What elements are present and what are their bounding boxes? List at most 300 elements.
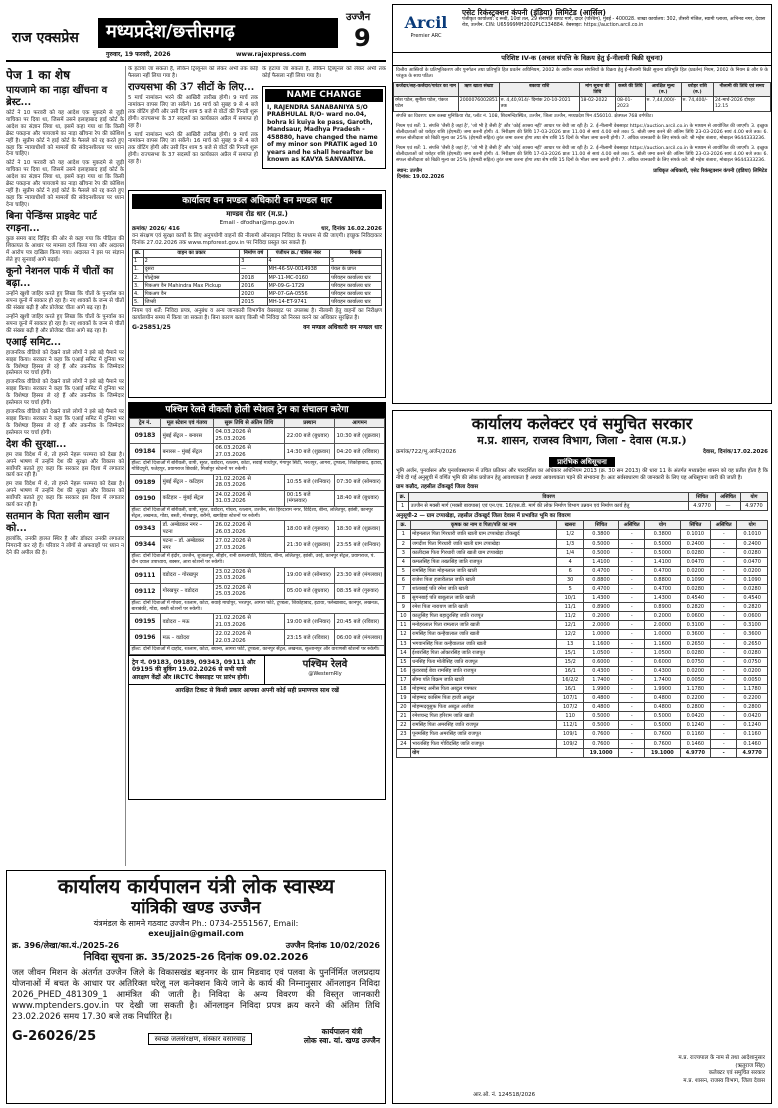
- table-row: [397, 675, 768, 684]
- table-cell: -: [711, 712, 737, 721]
- train-row: [130, 537, 385, 553]
- table-cell: 0.5000: [645, 539, 680, 548]
- table-cell: सीमा पति विक्रम जाति खाती: [410, 675, 557, 684]
- column-header: असिंचित: [716, 492, 741, 501]
- phed-subheading: यांत्रिकी खण्ड उज्जैन: [131, 898, 261, 919]
- table-cell: -: [711, 557, 737, 566]
- schedule-1-label: ग्राम कन्नौद, तहसील टोंकखुर्द जिला देवास: [396, 483, 479, 490]
- table-cell: 1.1600: [645, 639, 680, 648]
- table-cell: -: [711, 603, 737, 612]
- table-cell: 0.8900: [583, 603, 618, 612]
- train-route: बनारस – मुंबई सेंट्रल: [161, 444, 214, 460]
- table-cell: -: [619, 730, 645, 739]
- table-cell: -: [619, 557, 645, 566]
- column-header: मांग सूचना की तिथि: [579, 83, 616, 97]
- table-cell: परिवहन कार्यालय धार: [330, 282, 382, 290]
- table-cell: -: [619, 575, 645, 584]
- column-header: योग: [645, 521, 680, 530]
- train-departure: 19:00 बजे (सोमवार): [285, 567, 335, 583]
- table-cell: 1.1780: [737, 685, 768, 694]
- table-cell: 0.2000: [583, 612, 618, 621]
- train-row: [130, 614, 385, 630]
- table-cell: 15: [397, 657, 411, 666]
- column-header: प्रस्थान: [285, 418, 335, 427]
- train-arrival: 06:00 बजे (मंगलवार): [335, 630, 385, 646]
- train-departure: 18:00 बजे (गुरुवार): [285, 521, 335, 537]
- table-row: [397, 657, 768, 666]
- train-arrival: 23:30 बजे (मंगलवार): [335, 567, 385, 583]
- table-cell: -: [619, 739, 645, 748]
- table-cell: 1.4100: [645, 557, 680, 566]
- table-cell: 0.1010: [680, 530, 711, 539]
- table-cell: 13: [397, 639, 411, 648]
- table-cell: -: [619, 612, 645, 621]
- column-header: ट्रेन नं.: [130, 418, 161, 427]
- table-cell: MP-07-GA-0556: [267, 290, 330, 298]
- table-cell: 12/2: [557, 630, 583, 639]
- train-row: [130, 428, 385, 444]
- collector-signature: म.प्र. राज्यपाल के नाम से तथा आदेशानुसार (ऋतुराज सिंह) कलेक्टर एवं समुचित सरकार म.प्र. शासन, राजस्व विभाग, जिला देवास: [678, 1055, 765, 1084]
- train-row: [130, 490, 385, 506]
- table-cell: पेयल के प्राप्त: [330, 265, 382, 273]
- table-cell: 0.0470: [737, 557, 768, 566]
- arcil-address: पंजीकृत कार्यालय: द रूबी, 10वां तल, 29 सेनापति बापट मार्ग, दादर (पश्चिम), मुंबई - 400028. शाखा कार्यालय: 302, तीसरी मंजिल, स्वामी प्लाजा, अभिनव नगर, देवास रोड, उज्जैन. CIN: U65999MH2002PLC134884. वेबसाइट: https://auction.arcil.co.in: [462, 17, 766, 29]
- table-cell: -: [619, 548, 645, 557]
- land-acquisition-notice: [392, 410, 772, 1104]
- column-header: खसरा: [557, 521, 583, 530]
- train-route: वडोदरा – मऊ: [161, 614, 214, 630]
- table-cell: -: [619, 657, 645, 666]
- table-cell: 5: [557, 584, 583, 593]
- column-header: ऋण खाता संख्या: [458, 83, 499, 97]
- arcil-place: स्थान: उज्जैन: [397, 168, 422, 175]
- table-row: [397, 575, 768, 584]
- train-departure: 05:00 बजे (बुधवार): [285, 583, 335, 599]
- table-cell: 0.4700: [645, 584, 680, 593]
- collector-date: देवास, दिनांक/17.02.2026: [703, 448, 768, 455]
- story-text: उन्होंने खुशी जाहिर करते हुए लिखा कि चीतों के पुनर्वास का सपना कूनो में साकार हो रहा है। नए शावकों के जन्म से चीतों की संख्या बढ़ी है और प्रोजेक्ट चीता आगे बढ़ रहा है।: [6, 291, 124, 311]
- column-header: सिंचित: [680, 521, 711, 530]
- total-cell: [557, 748, 583, 757]
- train-number: 09111: [130, 567, 161, 583]
- train-halts: [130, 599, 385, 614]
- table-cell: भगवानसिंह पिता कन्हैयालाल जाति खाती: [410, 639, 557, 648]
- story-headline: कूनो नेशनल पार्क में चीतों का बढ़ा...: [6, 265, 114, 289]
- train-halts: [130, 506, 385, 521]
- column-header: क्र.: [397, 492, 409, 501]
- table-cell: 11/1: [557, 603, 583, 612]
- table-cell: -: [619, 712, 645, 721]
- train-row: [130, 521, 385, 537]
- train-arrival: 18:30 बजे (शुक्रवार): [335, 521, 385, 537]
- train-route: मुंबई सेंट्रल – बनारस: [161, 428, 214, 444]
- website: www.rajexpress.com: [236, 51, 307, 58]
- table-cell: 2016: [240, 282, 267, 290]
- table-cell: -: [619, 666, 645, 675]
- train-heading: पश्चिम रेलवे वीकली होली स्पेशल ट्रेन का संचालन करेगा: [129, 403, 385, 418]
- table-cell: 0.4800: [583, 694, 618, 703]
- story-text: उन्होंने खुशी जाहिर करते हुए लिखा कि चीतों के पुनर्वास का सपना कूनो में साकार हो रहा है। नए शावकों के जन्म से चीतों की संख्या बढ़ी है और प्रोजेक्ट चीता आगे बढ़ रहा है।: [6, 313, 124, 334]
- table-row: [397, 703, 768, 712]
- table-row: [133, 274, 382, 282]
- table-cell: मोहम्मद अनीस पिता अब्दुल गफ्फार: [410, 685, 557, 694]
- story-text: हाजनरिक वीडियो को देखने वाले लोगों ने इसे बड़े पैमाने पर साझा किया। सरकार ने कहा कि एआई समिट में दुनिया भर के विशेषज्ञ हिस्सा ले रहे हैं और तकनीक के जिम्मेदार इस्तेमाल पर चर्चा होगी।: [6, 349, 124, 377]
- schedule-2-table: [396, 520, 768, 757]
- column-header: असिंचित: [711, 521, 737, 530]
- table-cell: -: [619, 530, 645, 539]
- train-number: 09183: [130, 428, 161, 444]
- table-cell: MP-09-G-1729: [267, 282, 330, 290]
- table-cell: -: [619, 685, 645, 694]
- arcil-title: परिशिष्ट IV-क (अचल संपत्ति के विक्रय हेतु ई-नीलामी बिक्री सूचना): [393, 53, 771, 66]
- table-cell: 0.4700: [583, 584, 618, 593]
- story-text: के हटाया जा सकता है, लेकिन ट्रिब्यूनल को लेकर अभी तक कोई फैसला नहीं लिया गया है।: [128, 66, 258, 79]
- train-route: डॉ. अम्बेडकर नगर – पटना: [161, 521, 214, 537]
- halt-stations: हॉल्ट: दोनों दिशाओं में इंदौर, उज्जैन, शुजालपुर, सीहोर, रानी कमलापति, विदिशा, बीना, ललितपुर, झांसी, उरई, कानपुर सेंट्रल, प्रयागराज, पं. दीन दयाल उपाध्याय, बक्सर, आरा स्टेशनों पर रुकेगी।: [130, 553, 385, 568]
- booking-info: ट्रेन नं. 09183, 09189, 09343, 09111 और 09195 की बुकिंग 19.02.2026 से सभी यात्री आरक्षण केंद्रों और IRCTC वेबसाइट पर प्रारंभ होगी।: [129, 656, 265, 684]
- table-cell: 2: [397, 539, 411, 548]
- column-header: असिंचित: [619, 521, 645, 530]
- issue-date: गुरुवार, 19 फरवरी, 2026: [106, 51, 171, 58]
- news-column-left: [6, 66, 124, 866]
- table-cell: 0.1460: [737, 739, 768, 748]
- table-cell: 2018: [240, 274, 267, 282]
- table-cell: रामसिंह पिता अमरसिंह जाति राजपूत: [410, 721, 557, 730]
- table-row: [397, 548, 768, 557]
- table-cell: 0.1090: [737, 575, 768, 584]
- table-row: [397, 501, 768, 510]
- arcil-sign: प्राधिकृत अधिकारी, एसेट रिकंस्ट्रक्शन कंपनी (इंडिया) लिमिटेड: [653, 168, 767, 175]
- table-cell: -: [711, 548, 737, 557]
- phed-slogan: स्वच्छ जलसंरक्षण, संस्कार वसारवाह: [148, 1033, 253, 1046]
- collector-intro: भूमि अर्जन, पुनर्वासन और पुनर्व्यवस्थापन में उचित प्रतिकर और पारदर्शिता का अधिकार अधिनियम 2013 (क्र. 30 सन 2013) की धारा 11 के अंतर्गत मध्यप्रदेश शासन को यह प्रतीत होता है कि नीचे दी गई अनुसूची में वर्णित भूमि की लोक प्रयोजन हेतु आवश्यकता है अथवा आवश्यकता पड़ने की संभावना है। अतः सर्वसाधारण की जानकारी के लिए यह अधिसूचना जारी की जाती है।: [396, 468, 768, 482]
- table-cell: 16/1: [557, 685, 583, 694]
- table-cell: 4.: [133, 290, 144, 298]
- table-cell: रु. 7,44,000/-: [645, 97, 681, 111]
- story-text: के हटाया जा सकता है, लेकिन ट्रिब्यूनल को लेकर अभी तक कोई फैसला नहीं लिया गया है।: [262, 66, 386, 79]
- tender-title: निविदा सूचना क्र. 35/2025-26 दिनांक 09.02.2026: [83, 952, 309, 964]
- halt-stations: हॉल्ट: दोनों दिशाओं में बोरीवली, वापी, सूरत, वडोदरा, रतलाम, कोटा, सवाई माधोपुर, गंगापुर सिटी, भरतपुर, आगरा, टूण्डला, शिकोहाबाद, इटावा, गोविंदपुरी, फतेहपुर, प्रयागराज छिवकी, मिर्जापुर स्टेशनों पर रुकेगी।: [130, 460, 385, 475]
- table-cell: रामसिंह पिता मोहनलाल जाति खाती: [410, 566, 557, 575]
- train-dates: 22.02.2026 से 22.03.2026: [213, 630, 284, 646]
- table-cell: पूनमसिंह पिता अमरसिंह जाति राजपूत: [410, 730, 557, 739]
- table-cell: -: [619, 721, 645, 730]
- table-cell: 1.7400: [645, 675, 680, 684]
- table-cell: -: [711, 666, 737, 675]
- table-cell: रमेश पिता नारायण जाति खाती: [410, 603, 557, 612]
- table-cell: 18: [397, 685, 411, 694]
- table-row: [397, 566, 768, 575]
- halt-stations: हॉल्ट: दोनों दिशाओं में गोधरा, रतलाम, कोटा, सवाई माधोपुर, भरतपुर, आगरा फोर्ट, टूण्डला, शिकोहाबाद, इटावा, फर्रुखाबाद, कानपुर, लखनऊ, बाराबंकी, गोंडा, बस्ती स्टेशनों पर रुकेगी।: [130, 599, 385, 614]
- total-cell: 4.9770: [680, 748, 711, 757]
- train-halts: [130, 646, 385, 655]
- table-cell: परिवहन कार्यालय धार: [330, 290, 382, 298]
- table-cell: 0.4300: [645, 666, 680, 675]
- edition-city: उज्जैन: [346, 12, 371, 23]
- collector-ref: क्रमांक/722/भू.अर्जन/2026: [396, 448, 457, 455]
- arcil-company: एसेट रिकंस्ट्रक्शन कंपनी (इंडिया) लिमिटेड (आर्सिल): [462, 8, 606, 17]
- train-number: 09190: [130, 490, 161, 506]
- table-row: [133, 282, 382, 290]
- train-dates: 24.02.2026 से 31.03.2026: [213, 490, 284, 506]
- name-change-ad: [262, 86, 386, 169]
- phed-sign-office: लोक स्वा. यां. खण्ड उज्जैन: [303, 1035, 380, 1045]
- story-text: 5 मार्च नामांकन भरने की आखिरी तारीख होगी। 9 मार्च तक नामांकन वापस लिए जा सकेंगे। 16 मार्च को सुबह 9 से 4 बजे तक वोटिंग होगी और उसी दिन शाम 5 बजे से वोटों की गिनती शुरू होगी। राज्यसभा के 37 सदस्यों का कार्यकाल अप्रैल में समाप्त हो रहा है।: [128, 95, 258, 129]
- table-cell: पिकअप वैन: [143, 290, 240, 298]
- total-cell: -: [619, 748, 645, 757]
- table-row: [133, 257, 382, 265]
- table-cell: 1.4100: [583, 557, 618, 566]
- table-cell: -: [619, 584, 645, 593]
- table-cell: 2.: [133, 274, 144, 282]
- story-headline: सतमान के पिता सलीम खान को...: [6, 511, 110, 535]
- table-cell: 109/1: [557, 730, 583, 739]
- table-cell: 1.7400: [583, 675, 618, 684]
- table-cell: 0.2650: [680, 639, 711, 648]
- table-cell: दूसरा: [143, 265, 240, 273]
- table-row: [397, 603, 768, 612]
- table-cell: 0.0050: [737, 675, 768, 684]
- table-cell: -: [619, 594, 645, 603]
- table-row: [133, 298, 382, 306]
- table-cell: -: [711, 594, 737, 603]
- table-cell: 0.5000: [645, 548, 680, 557]
- table-cell: 109/2: [557, 739, 583, 748]
- table-cell: -: [711, 721, 737, 730]
- arcil-date: दिनांक: 19.02.2026: [397, 174, 445, 181]
- table-cell: 30: [557, 575, 583, 584]
- table-cell: 1: [397, 501, 409, 510]
- table-cell: -: [711, 694, 737, 703]
- table-cell: 6: [397, 575, 411, 584]
- halt-stations: हॉल्ट: दोनों दिशाओं में दाहोद, रतलाम, कोटा, बयाना, आगरा फोर्ट, टूण्डला, कानपुर सेंट्रल, लखनऊ, सुल्तानपुर और वाराणसी स्टेशनों पर रुकेगी।: [130, 646, 385, 655]
- table-cell: 1.1780: [680, 685, 711, 694]
- story-text: कोर्ट ने 10 फरवरी को यह आदेश एक मुकदमे से जुड़ी याचिका पर दिया था, जिसमें उसने इलाहाबाद हाई कोर्ट के आदेश का संज्ञान लिया था, इसमें कहा गया था कि किसी ब्रेस्ट पकड़ना और पायजामे का नाड़ा खींचना रेप की कोशिश नहीं है। सुप्रीम कोर्ट ने हाई कोर्ट के फैसले को रद्द करते हुए कहा कि न्यायाधीशों को मामलों की संवेदनशीलता पर ध्यान देना चाहिए।: [6, 160, 124, 208]
- table-cell: 0.7600: [583, 739, 618, 748]
- table-cell: MP-11-MC-0160: [267, 274, 330, 282]
- table-cell: 0.0200: [737, 566, 768, 575]
- train-dates: 26.02.2026 से 26.03.2026: [213, 521, 284, 537]
- table-cell: 23: [397, 730, 411, 739]
- table-row: [397, 648, 768, 657]
- story-text: कोर्ट ने 10 फरवरी को यह आदेश एक मुकदमे से जुड़ी याचिका पर दिया था, जिसमें उसने इलाहाबाद हाई कोर्ट के आदेश का संज्ञान लिया था, इसमें कहा गया था कि किसी ब्रेस्ट पकड़ना और पायजामे का नाड़ा खींचना रेप की कोशिश नहीं है। सुप्रीम कोर्ट ने हाई कोर्ट के फैसले को रद्द करते हुए कहा कि न्यायाधीशों को मामलों की संवेदनशीलता पर ध्यान देना चाहिए।: [6, 110, 124, 158]
- table-cell: 18-02-2022: [579, 97, 616, 111]
- table-cell: 0.0280: [680, 584, 711, 593]
- table-row: [397, 730, 768, 739]
- notice-gno: G-25851/25: [132, 324, 171, 332]
- table-row: [133, 290, 382, 298]
- notice-heading: कार्यालय वन मण्डल अधिकारी वन मण्डल धार: [132, 194, 382, 209]
- table-cell: 0.3100: [737, 621, 768, 630]
- table-cell: 4.9770: [689, 501, 716, 510]
- table-cell: —: [716, 501, 741, 510]
- table-cell: 6: [557, 566, 583, 575]
- edition-title: मध्यप्रदेश/छत्तीसगढ़: [98, 18, 338, 48]
- table-cell: 0.0200: [737, 666, 768, 675]
- table-cell: राजेश पिता हजारीलाल जाति खाती: [410, 575, 557, 584]
- table-row: [397, 530, 768, 539]
- phed-heading: कार्यालय कार्यपालन यंत्री लोक स्वास्थ्य: [57, 874, 335, 898]
- table-cell: 0.0200: [680, 566, 711, 575]
- table-cell: 15/1: [557, 648, 583, 657]
- phed-email: exeujjain@gmail.com: [148, 928, 244, 938]
- table-cell: 11: [397, 621, 411, 630]
- table-cell: 0.6000: [583, 657, 618, 666]
- table-cell: 0.3800: [583, 530, 618, 539]
- table-cell: धनसिंह पिता मोतीसिंह जाति राजपूत: [410, 657, 557, 666]
- table-row: [397, 721, 768, 730]
- table-row: [397, 639, 768, 648]
- column-header: कब्जे की तिथि: [616, 83, 646, 97]
- table-cell: 107/1: [557, 694, 583, 703]
- collector-subheading: म.प्र. शासन, राजस्व विभाग, जिला - देवास (म.प्र.): [477, 433, 687, 447]
- forest-auction-notice: [128, 190, 386, 398]
- table-cell: 3.: [133, 282, 144, 290]
- train-route: वडोदरा – गोरखपुर: [161, 567, 214, 583]
- table-cell: 1: [133, 257, 144, 265]
- arcil-intro: वित्तीय आस्तियों के प्रतिभूतिकरण और पुनर्गठन तथा प्रतिभूति हित प्रवर्तन अधिनियम, 2002 के अधीन अचल संपत्तियों के विक्रय हेतु ई-नीलामी बिक्री सूचना प्रतिभूति हित (प्रवर्तन) नियम, 2002 के नियम 8 और 9 के परंतुक के साथ पठित।: [396, 67, 768, 80]
- table-cell: -: [711, 621, 737, 630]
- column-header: सुरू तिथि से अंतिम तिथि: [213, 418, 284, 427]
- train-number: 09184: [130, 444, 161, 460]
- column-header: कृषक का नाम व पिता/पति का नाम: [410, 521, 557, 530]
- table-cell: 0.8800: [583, 575, 618, 584]
- table-cell: 1.0500: [645, 648, 680, 657]
- railway-handle: @WesternRly: [308, 671, 342, 678]
- column-header: योग: [737, 521, 768, 530]
- table-cell: रमेशचन्द्र पिता हरिराम जाति खाती: [410, 712, 557, 721]
- table-cell: 0.0050: [680, 675, 711, 684]
- train-arrival: 18:40 बजे (बुधवार): [335, 490, 385, 506]
- column-header: वाहन का प्रकार: [143, 249, 240, 257]
- train-halts: [130, 460, 385, 475]
- table-cell: 2015: [240, 298, 267, 306]
- column-header: पंजीयन क्र./ चेसिस नंबर: [267, 249, 330, 257]
- table-cell: 4.9770: [740, 501, 767, 510]
- table-cell: 1/2: [557, 530, 583, 539]
- table-cell: 0.5000: [645, 721, 680, 730]
- table-cell: 5.: [133, 298, 144, 306]
- train-route: मऊ – वडोदरा: [161, 630, 214, 646]
- table-cell: 0.0750: [737, 657, 768, 666]
- total-cell: योग: [410, 748, 557, 757]
- table-cell: 0.0600: [737, 612, 768, 621]
- table-cell: जगदीश पिता गिरधारी जाति खाती ग्राम टप्पाखेड़ा: [410, 539, 557, 548]
- table-cell: 2.0000: [645, 621, 680, 630]
- arcil-table: [393, 82, 771, 111]
- schedule-1-table: [396, 492, 768, 511]
- table-cell: 4: [397, 557, 411, 566]
- table-cell: 5: [330, 257, 382, 265]
- train-row: [130, 474, 385, 490]
- table-cell: 1/3: [557, 539, 583, 548]
- table-cell: 24: [397, 739, 411, 748]
- table-cell: 1.4300: [645, 594, 680, 603]
- arcil-terms: नियम एवं शर्तें: 1. संपत्ति 'जैसी है जहां है', 'जो भी है जैसी है' और 'कोई आश्रय नहीं' आधार पर बेची जा रही है। 2. ई-नीलामी वेबसाइट https://auction.arcil.co.in के माध्यम से आयोजित की जाएगी। 3. इच्छुक बोलीदाताओं को धरोहर राशि (ईएमडी) जमा करनी होगी। 4. निरीक्षण की तिथि 17-03-2026 प्रातः 11.00 से सायं 4.00 बजे तक। 5. बोली जमा करने की अंतिम तिथि 23-03-2026 सायं 4.00 बजे तक। 6. सफल बोलीदाता को बिक्री मूल्य का 25% (ईएमडी सहित) तुरंत जमा करना होगा तथा शेष राशि 15 दिनों के भीतर जमा करनी होगी। 7. अधिक जानकारी के लिए संपर्क करें: श्री महेश बंजारा, मोबाइल 9644333236.: [396, 123, 768, 141]
- table-cell: -: [619, 630, 645, 639]
- table-row: [397, 739, 768, 748]
- train-number: 09112: [130, 583, 161, 599]
- table-cell: 0.1160: [737, 730, 768, 739]
- table-cell: 0.4300: [583, 666, 618, 675]
- table-cell: 0.1240: [680, 721, 711, 730]
- table-cell: 0.4700: [583, 566, 618, 575]
- train-row: [130, 444, 385, 460]
- name-change-heading: NAME CHANGE: [265, 89, 383, 102]
- table-cell: 1/4: [557, 548, 583, 557]
- table-cell: 0.0420: [737, 712, 768, 721]
- halt-stations: हॉल्ट: दोनों दिशाओं में बोरीवली, वापी, सूरत, वडोदरा, गोधरा, रतलाम, उज्जैन, संत हिरदाराम नगर, विदिशा, बीना, ललितपुर, झांसी, कानपुर सेंट्रल, लखनऊ, गोंडा, बस्ती, गोरखपुर, बरौनी, खगड़िया स्टेशनों पर रुकेगी।: [130, 506, 385, 521]
- column-header: विवरण: [409, 492, 689, 501]
- table-cell: -: [711, 639, 737, 648]
- table-cell: 0.2650: [737, 639, 768, 648]
- story-text: कुछ समय बाद दिहिंद की ओर से कहा गया कि पीड़िता की शिकायत के आधार पर मामला दर्ज किया गया और अदालत में आरोप पत्र दाखिल किया गया। अदालत ने इस पर संज्ञान लेते हुए सुनवाई आगे बढ़ाई।: [6, 236, 124, 263]
- table-row: [397, 539, 768, 548]
- table-row: [397, 612, 768, 621]
- table-cell: 0.4540: [680, 594, 711, 603]
- phed-sign: कार्यपालन यंत्री: [321, 1026, 363, 1036]
- table-cell: 3: [240, 257, 267, 265]
- table-cell: —: [240, 265, 267, 273]
- column-header: नीलामी की तिथि एवं समय: [713, 83, 770, 97]
- notice-email: Email - dfodhar@mp.gov.in: [219, 219, 295, 226]
- tender-body: जल जीवन मिशन के अंतर्गत उज्जैन जिले के विकासखंड बड़नगर के ग्राम मिडवाद एवं पलवा के पुनर्निर्मित जलप्रदाय योजनाओं में बचत के आधार पर अतिरिक्त घरेलू नल कनेक्शन किये जाने के कार्य की निम्नानुसार ऑनलाइन निविदा 2026_PHED_481309_1 आमंत्रित की जाती है। निविदा के अन्य विवरण की विस्तृत जानकारी www.mptenders.gov.in पर देखी जा सकती है। ऑनलाइन निविदा प्रपत्र क्रय करने की अंतिम तिथि 23.02.2026 समय 17.30 बजे तक निर्धारित है।: [12, 967, 380, 1022]
- train-row: [130, 567, 385, 583]
- table-cell: 0.0280: [737, 648, 768, 657]
- table-cell: मनोहरलाल पिता रामलाल जाति खाती: [410, 621, 557, 630]
- table-cell: 1.0500: [583, 648, 618, 657]
- table-cell: 2020: [240, 290, 267, 298]
- table-cell: -: [619, 694, 645, 703]
- notice-terms: नियम एवं शर्तें: निविदा प्रपत्र, अनुबंध व अन्य जानकारी विभागीय वेबसाइट पर उपलब्ध है। नीलामी हेतु वाहनों का निरीक्षण कार्यालयीन समय में किया जा सकता है। बिना कारण बताए किसी भी निविदा को निरस्त करने का अधिकार सुरक्षित है।: [132, 308, 382, 322]
- table-cell: 7: [397, 584, 411, 593]
- table-cell: 1.4300: [583, 594, 618, 603]
- column-header: सिंचित: [689, 492, 716, 501]
- table-cell: -: [711, 703, 737, 712]
- column-header: रिमार्क: [330, 249, 382, 257]
- table-cell: 0.2400: [680, 539, 711, 548]
- table-cell: ईश्वरसिंह पिता ओंकारसिंह जाति राजपूत: [410, 648, 557, 657]
- table-cell: 3: [397, 548, 411, 557]
- notification-tag: प्रारंभिक अधिसूचना: [549, 457, 615, 467]
- total-cell: -: [711, 748, 737, 757]
- table-cell: 0.0420: [680, 712, 711, 721]
- table-cell: कमलसिंह पिता तख्तसिंह जाति राजपूत: [410, 557, 557, 566]
- story-text: हाजनरिक वीडियो को देखने वाले लोगों ने इसे बड़े पैमाने पर साझा किया। सरकार ने कहा कि एआई समिट में दुनिया भर के विशेषज्ञ हिस्सा ले रहे हैं और तकनीक के जिम्मेदार इस्तेमाल पर चर्चा होगी।: [6, 379, 124, 407]
- collector-heading: कार्यालय कलेक्टर एवं समुचित सरकार: [471, 414, 693, 433]
- table-row: [397, 594, 768, 603]
- table-cell: 0.0280: [680, 548, 711, 557]
- table-cell: -: [619, 603, 645, 612]
- table-cell: 0.4800: [645, 694, 680, 703]
- train-route: पटना – डॉ. अम्बेडकर नगर: [161, 537, 214, 553]
- train-halts: [130, 553, 385, 568]
- table-cell: 0.1010: [737, 530, 768, 539]
- table-cell: 19: [397, 694, 411, 703]
- table-cell: MH-14-ET-9741: [267, 298, 330, 306]
- column-header: आरक्षित मूल्य (रु.): [645, 83, 681, 97]
- table-cell: 12: [397, 630, 411, 639]
- table-cell: 0.1460: [680, 739, 711, 748]
- table-cell: कालुसिंह पिता बहादुरसिंह जाति राजपूत: [410, 612, 557, 621]
- table-cell: 08-01-2023: [616, 97, 646, 111]
- column-header: क्र.: [397, 521, 411, 530]
- total-cell: 19.1000: [645, 748, 680, 757]
- table-cell: 21: [397, 712, 411, 721]
- table-cell: 0.0200: [680, 666, 711, 675]
- table-cell: शांताबाई पति रमेश जाति खाती: [410, 584, 557, 593]
- table-row: [397, 630, 768, 639]
